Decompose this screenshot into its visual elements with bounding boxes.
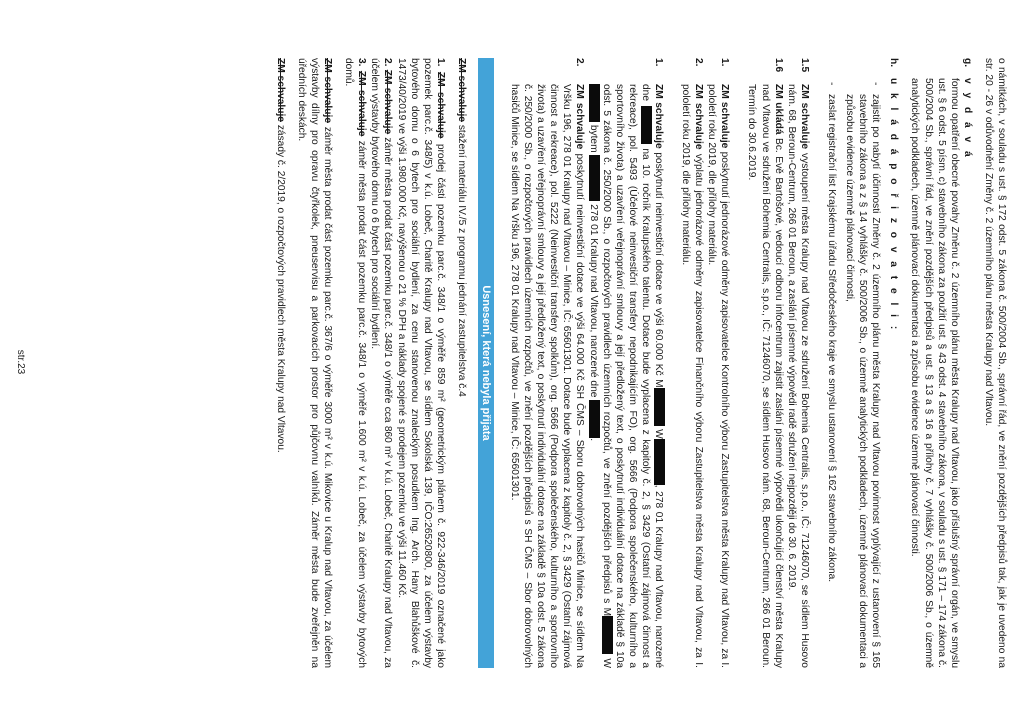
resolution-1-6-number: 1.6 [772,58,784,73]
strike-verb: ZM schvaluje [356,70,368,137]
strike-verb: ZM schvaluje [434,71,446,139]
section-h-marker: h. [888,58,900,68]
resolution-odmeny-1 [705,58,731,668]
resolution-odmeny-2 [679,58,705,668]
resolution-dotace-1: 1. ZM schvaluje poskytnutí neinvestiční dotace ve výši 60.000 Kč M W, 278 01 Kralupy nad Vltavou, narozené dne na 10. ročník Kralupského talentu. Dotace bude vyplacena z kapitoly č. 2, § 3429 (Ostatní zájmová činnost a rekreace), pol. 5493 (Účelové neinvestiční transfery nepodnikajícím FO), org. 5666 (Podpora společenského, kulturního a sportovního života) a uzavření veřejnoprávní smlouvy a její předložený text, o poskytnutí individuální dotace na základě § 10a odst. 5 zákona č. 250/2000 Sb., o rozpočtových pravidlech územních rozpočtů, ve znění pozdějších předpisů s M W bytem 278 01 Kralupy nad Vltavou, narozené dne . [587,58,665,668]
rejected-resolution-zasady: ZM schvaluje zásady č. 2/2019, o rozpočtových pravidlech města Kralupy nad Vltavou. [274,58,286,453]
rejected-resolution-1: 1. ZM schvaluje prodej části pozemku parc.č. 348/1 o výměře 859 m² (geometrickým plánem č. 922-346/2019 označené jako pozemek parc.č. 348/5) v k.ú. Lobeč, Charitě Kralupy nad Vltavou, se sídlem Sokolská 139, IČO:26520800, za účelem výstavby bytového domu o 6 bytech pro sociální bydlení, za cenu stanovenou znaleckým posudkem Ing. Arch. Hany Blahůškové č. 1473/40/2019 ve výši 1.980.000 Kč, navýšenou o 21 % DPH a náklady spojené s prodejem pozemku ve výši 11.460 Kč. [395,58,446,668]
strike-verb: ZM schvaluje [455,58,467,122]
page-number: str.23 [15,349,27,375]
redaction-block [589,84,600,122]
intro-paragraph: o námitkách, v souladu s ust. § 172 odst. 5 zákona č. 500/2004 Sb., správní řád, ve znění pozdějších předpisů tak, jak je uvedeno na str. 20 - 26 v odůvodnění Změny č. 2 územního plánu města Kralupy nad Vltavou. [982,58,1007,668]
section-h-bullet-1-text: zajistit po nabytí účinnosti Změny č. 2 územního plánu města Kralupy nad Vltavou povinnost vyplývající z ustanovení § 165 stavebního zákona a z § 14 vyhlášky č. 500/2006 Sb., o územně analytických podkladech, územně plánovací dokumentaci a způsobu evidence územně plánovací činnosti, [844,94,882,668]
resolution-odmeny-1-verb: ZM schvaluje [719,84,731,149]
redaction-block [589,400,600,438]
resolution-dotace-1-number: 1. [653,58,665,67]
rejected-resolution-mikovice: ZM schvaluje záměr města prodat část pozemku parc.č. 367/6 o výměře 3000 m² v k.ú. Mikovice u Kralup nad Vltavou, za účelem výstavby dílny pro opravu čtyřkolek, pneuservisu a parkovacích prostor pro půjčovnu valníků. Záměr města bude zveřejněn na úředních deskách. [295,58,334,668]
resolution-odmeny-1-number: 1. [719,58,731,67]
section-banner: Usnesení, která nebyla přijata [478,58,494,668]
section-h-bullet-1: - zajistit po nabytí účinnosti Změny č. 2 územního plánu města Kralupy nad Vltavou povinnost vyplývající z ustanovení § 165 stavebního zákona a z § 14 vyhlášky č. 500/2006 Sb., o územně analytických podkladech, územně plánovací dokumentaci a způsobu evidence územně plánovací činnosti, [844,82,882,668]
resolution-1-5-verb: ZM schvaluje [798,84,810,150]
resolution-odmeny-1-text: poskytnutí jednorázové odměny zapisovatelce Kontrolního výboru Zastupitelstva města Kralupy nad Vltavou, za I. pololetí roku 2019, dle přílohy materiálu. [706,84,731,668]
resolution-dotace-1-verb: ZM schvaluje [653,84,665,149]
section-g-text: formou opatření obecné povahy Změnu č. 2 územního plánu města Kralupy nad Vltavou, jako příslušný správní orgán, ve smyslu ust. § 6 odst. 5 písm. c) stavebního zákona za použití ust. § 43 odst. 4 stavebního zákona, v souladu s ust. § 171 – 174 zákona č. 500/2004 Sb., správní řád, ve znění pozdějších předpisů a ust. § 13 a § 16 a přílohy č. 7 vyhlášky č. 500/2006 Sb., o územně analytických podkladech, územně plánovací dokumentaci a způsobu evidence územně plánovací činnosti. [909,78,960,668]
resolution-1-6-text: Bc. Evě Bartošové, vedoucí odboru infocentrum zajistit zaslání písemné výpovědi ukončující členství města Kralupy nad Vltavou ve sdružení Bohemia Centralis, s.p.o., IČ: 71246070, se sídlem Husovo nám. 68, Beroun-Centrum, 266 01 Beroun. Termín do 30.6.2019. [746,84,784,668]
rejected-resolution-2: 2. ZM schvaluje záměr města prodat část pozemku parc.č. 348/1 o výměře cca 860 m² v k.ú. Lobeč, Charitě Kralupy nad Vltavou, za účelem výstavby bytového domu o 6 bytech pro sociální bydlení. [369,58,394,668]
rejected-resolution-3: 3. ZM schvaluje záměr města prodat část pozemku parc.č. 348/1 o výměře 1.600 m² v k.ú. Lobeč, za účelem výstavby bytových domů. [343,58,368,668]
resolution-dotace-2 [508,58,587,668]
redaction-block [654,388,665,426]
resolution-dotace-2-text: poskytnutí neinvestiční dotace ve výši 64.000 Kč SH ČMS – Sboru dobrovolných hasičů Minice, se sídlem Na Vršku 196, 278 01 Kralupy nad Vltavou – Minice, IČ: 65601301. Dotace bude vyplacena z kapitoly č. 2, § 3429 (Ostatní zájmová činnost a rekreace), pol. 5222 (Neinvestiční transfery spolkům), org. 5666 (Podpora společenského, kulturního a sportovního života) a uzavření veřejnoprávní smlouvy a její předložený text, o poskytnutí individuální dotace na základě § 10a odst. 5 zákona č. 250/2000 Sb., o rozpočtových pravidlech územních rozpočtů, ve znění pozdějších předpisů s SH ČMS – Sbor dobrovolných hasičů Minice, se sídlem Na Vršku 196, 278 01 Kralupy nad Vltavou – Minice, IČ: 65601301. [509,84,586,668]
resolution-1-5-text: vystoupení města Kralupy nad Vltavou ze sdružení Bohemia Centralis, s.p.o., IČ: 71246070, se sídlem Husovo nám. 68, Beroun-Centrum, 266 01 Beroun, a zaslání písemné výpovědi radě sdružení nejpozději do 30. 6. 2019. [785,84,810,668]
redaction-block [602,616,613,654]
section-h [887,58,900,668]
section-g-heading: v y d á v á [961,78,973,160]
withdrawn-resolution: ZM schvaluje stažení materiálu IV./5 z programu jednání zastupitelstva č.4 [455,58,467,397]
resolution-odmeny-2-number: 2. [693,58,705,67]
strike-verb: ZM schvaluje [274,58,286,122]
resolution-dotace-2-verb: ZM schvaluje [574,84,586,150]
strike-verb: ZM schvaluje [382,69,394,135]
redaction-block [589,155,600,201]
resolution-odmeny-2-text: výplatu jednorázové odměny zapisovatelce Finančního výboru Zastupitelstva města Kralupy nad Vltavou, za I. pololetí roku 2019, dle přílohy materiálu. [680,84,705,668]
section-h-bullet-2: - zaslat registrační list Krajskému úřadu Středočeského kraje ve smyslu ustanovení § 162 stavebního zákona. [825,82,837,583]
resolution-1-6-verb: ZM ukládá [772,84,784,135]
redaction-block [641,106,652,144]
resolution-odmeny-2-verb: ZM schvaluje [693,84,705,150]
redaction-block [654,439,665,485]
resolution-dotace-2-number: 2. [574,58,586,67]
section-g [908,58,973,668]
resolution-1-6 [745,58,784,668]
resolution-1-5-number: 1.5 [798,58,810,73]
section-g-marker: g. [961,58,973,68]
strike-verb: ZM schvaluje [322,58,334,123]
resolution-1-5 [785,58,811,668]
section-h-bullet-2-text: zaslat registrační list Krajskému úřadu Středočeského kraje ve smyslu ustanovení § 162 stavebního zákona. [825,94,837,583]
section-h-heading: u k l á d á p o ř i z o v a t e l i : [888,78,900,333]
